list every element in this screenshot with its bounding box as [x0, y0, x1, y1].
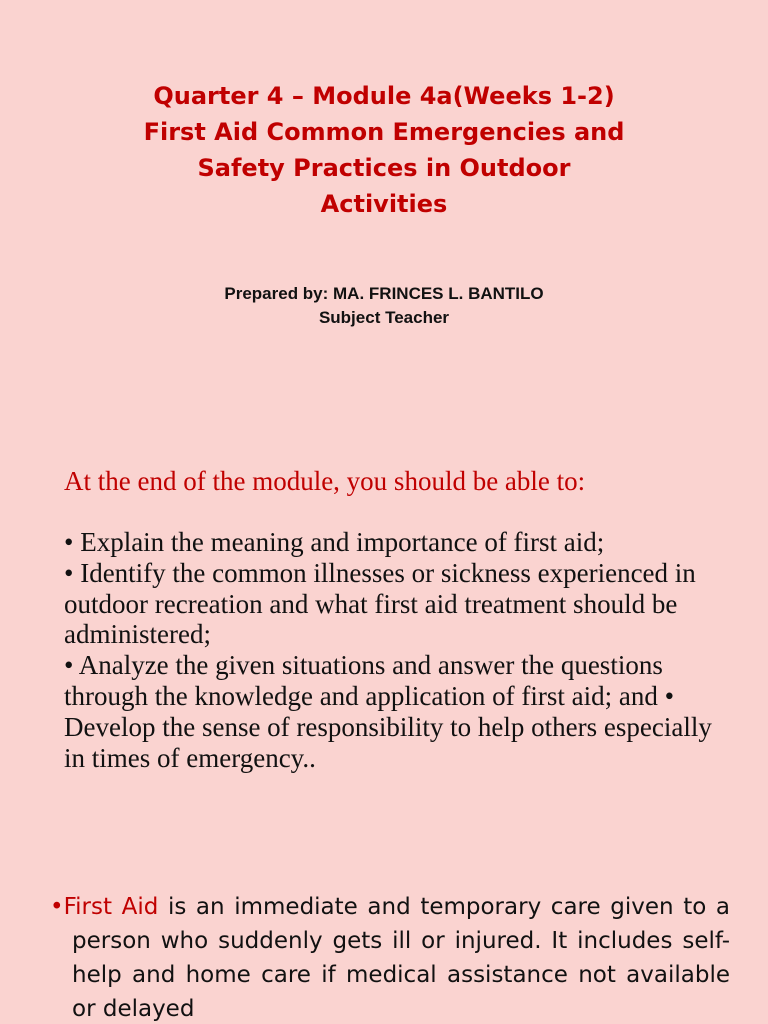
- objectives-list: [64, 527, 734, 773]
- bullet-marker: •: [50, 894, 64, 920]
- title-line-4: Activities: [320, 190, 448, 218]
- definition-text: is an immediate and temporary care given to a person who suddenly gets ill or injured. It includes self-help and home care if medical assistance not available or delayed: [72, 894, 730, 1022]
- definition-term: First Aid: [63, 894, 159, 920]
- title-line-2: First Aid Common Emergencies and: [143, 118, 625, 146]
- prepared-by-name: Prepared by: MA. FRINCES L. BANTILO: [224, 284, 544, 303]
- title-line-3: Safety Practices in Outdoor: [197, 154, 571, 182]
- objective-item-3: • Analyze the given situations and answer the questions through the knowledge and application of first aid; and • Develop the sense of responsibility to help others especially in times of emergency..: [64, 650, 712, 773]
- prepared-by-role: Subject Teacher: [318, 308, 450, 327]
- first-aid-definition: [50, 890, 730, 1024]
- module-title: [0, 78, 768, 222]
- title-line-1: Quarter 4 – Module 4a(Weeks 1-2): [153, 82, 615, 110]
- objective-item-1: • Explain the meaning and importance of first aid;: [64, 527, 605, 557]
- objective-item-2: • Identify the common illnesses or sickness experienced in outdoor recreation and what first aid treatment should be administered;: [64, 557, 696, 650]
- objectives-heading: At the end of the module, you should be able to:: [64, 466, 586, 496]
- prepared-by-block: [0, 282, 768, 330]
